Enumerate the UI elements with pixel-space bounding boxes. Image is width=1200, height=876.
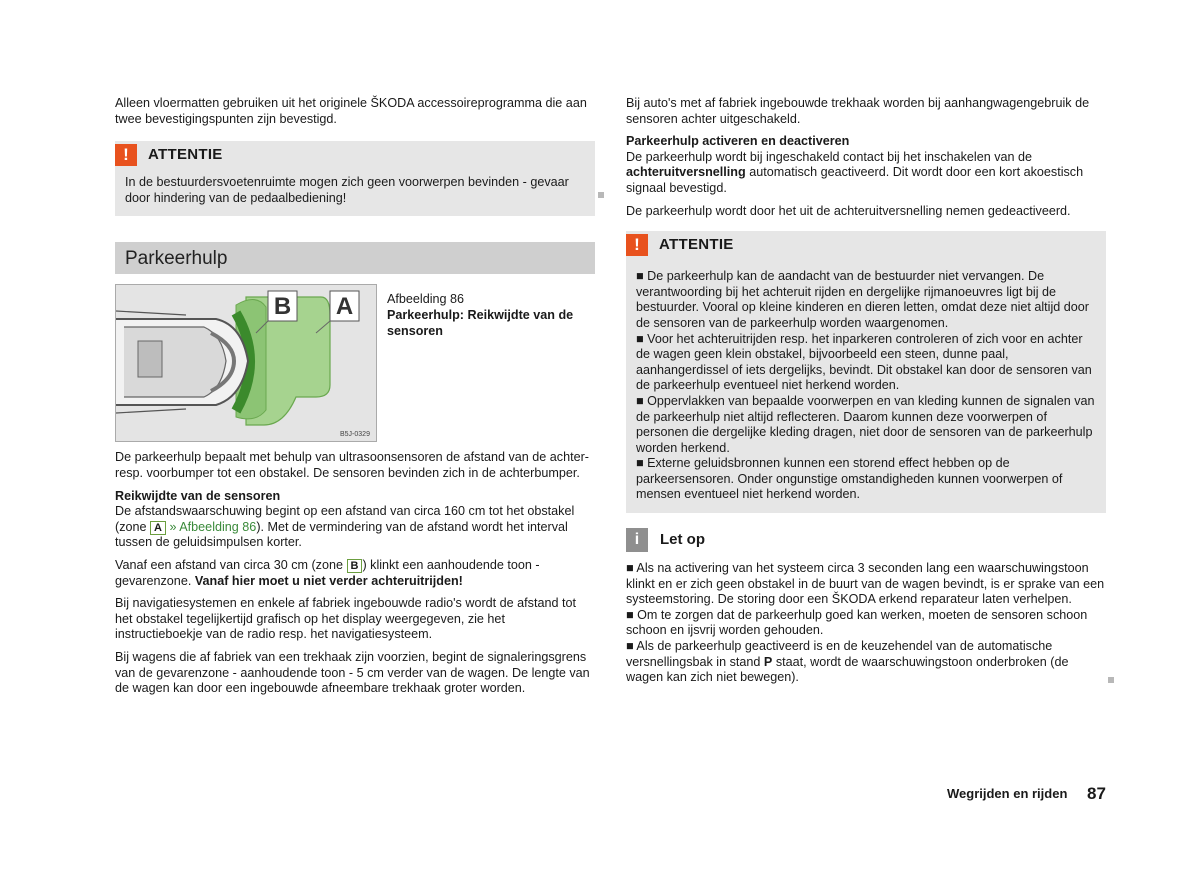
navigation-paragraph: Bij navigatiesystemen en enkele af fabriek ingebouwde radio's wordt de afstand tot het obstakel tegelijkertijd grafisch op het display weergegeven, zie het instructieboekje van de radio resp. het navigatiesysteem.	[115, 596, 576, 642]
attention-item: ■ De parkeerhulp kan de aandacht van de bestuurder niet vervangen. De verantwoording bij het achteruit rijden en dergelijke rijmanoeuvres ligt bij de bestuurder. Vooral op kleine kinderen en dieren letten, omdat deze niet altijd door de sensoren van de parkeerhulp worden waargenomen.	[636, 269, 1089, 330]
zone-a-badge: A	[150, 521, 166, 535]
page-number: 87	[1087, 784, 1106, 803]
note-item: ■ Als de parkeerhulp geactiveerd is en de keuzehendel van de automatische versnellingsbak in stand P staat, wordt de waarschuwingstoon onderbroken (de wagen kan zich niet bewegen).	[626, 639, 1069, 685]
zone-a-label: A	[335, 293, 354, 321]
note-item: ■ Om te zorgen dat de parkeerhulp goed kan werken, moeten de sensoren schoon schoon en ijsvrij worden gehouden.	[626, 607, 1088, 638]
activation-heading: Parkeerhulp activeren en deactiveren	[626, 134, 850, 149]
act-bold: achteruitversnelling	[626, 165, 746, 180]
attention-title: ATTENTIE	[659, 236, 734, 254]
activation-paragraph	[626, 134, 1106, 196]
attention-title: ATTENTIE	[148, 146, 223, 164]
parking-sensor-diagram	[116, 285, 376, 441]
section-title: Parkeerhulp	[115, 242, 595, 274]
intro-paragraph: Alleen vloermatten gebruiken uit het originele ŠKODA accessoireprogramma die aan twee bevestigingspunten zijn bevestigd.	[115, 96, 587, 126]
note-title: Let op	[660, 531, 705, 549]
attention-box-1	[115, 141, 595, 216]
info-icon: i	[626, 528, 648, 552]
p3-text-2: ) klinkt een aanhoudende toon - gevarenzone.	[115, 557, 540, 588]
towbar-paragraph: Bij wagens die af fabriek van een trekhaak zijn voorzien, begint de signaleringsgrens van de gevarenzone - aanhoudende toon - 5 cm verder van de wagen. De lengte van de wagen kan door een ingebouwde afneembare trekhaak groter worden.	[115, 649, 590, 696]
left-column	[115, 96, 595, 704]
danger-zone-paragraph	[115, 558, 595, 589]
figure-image	[115, 284, 377, 442]
attention-text: In de bestuurdersvoetenruimte mogen zich geen voorwerpen bevinden - gevaar door hindering van de pedaalbediening!	[125, 175, 569, 205]
note-box	[626, 527, 1106, 686]
note-item: ■ Als na activering van het systeem circa 3 seconden lang een waarschuwingstoon klinkt en er zich geen obstakel in de buurt van de wagen bevindt, is er sprake van een systeemstoring. De storing door een ŠKODA erkend reparateur laten verhelpen.	[626, 561, 1105, 607]
figure-caption: Parkeerhulp: Reikwijdte van de sensoren	[387, 307, 574, 338]
attention-item: ■ Oppervlakken van bepaalde voorwerpen en van kleding kunnen de signalen van de parkeerhulp niet altijd reflecteren. Daarom kunnen deze voorwerpen of personen die dergelijke kleding dragen, niet door de sensoren van de parkeerhulp worden herkend.	[636, 393, 1095, 455]
warning-icon: !	[115, 144, 137, 166]
figure-86	[115, 284, 595, 442]
towbar-sensors-paragraph: Bij auto's met af fabriek ingebouwde trekhaak worden bij aanhangwagengebruik de sensoren achter uitgeschakeld.	[626, 96, 1090, 126]
range-paragraph	[115, 489, 595, 551]
attention-item: ■ Externe geluidsbronnen kunnen een storend effect hebben op de parkeersensoren. Onder ongunstige omstandigheden kunnen voorwerpen of mensen eventueel niet herkend worden.	[636, 456, 1063, 502]
figure-link[interactable]: » Afbeelding 86	[169, 519, 257, 534]
section-end-marker	[598, 192, 604, 198]
attention-item: ■ Voor het achteruitrijden resp. het inparkeren controleren of zich voor en achter de wagen geen klein obstakel, bijvoorbeeld een steen, dunne paal, aanhangerdissel of iets dergelijks, bevindt. Dit obstakel kan door de sensoren van de parkeerhulp eventueel niet herkend worden.	[636, 331, 1092, 393]
footer-section: Wegrijden en rijden	[947, 786, 1068, 801]
figure-code: B5J-0329	[340, 431, 370, 439]
range-heading: Reikwijdte van de sensoren	[115, 488, 281, 503]
zone-b-label: B	[273, 293, 292, 321]
p3-bold: Vanaf hier moet u niet verder achteruitrijden!	[194, 573, 463, 588]
figure-label: Afbeelding 86	[387, 292, 465, 307]
right-column	[626, 96, 1106, 694]
act-text-2: automatisch geactiveerd. Dit wordt door een kort akoestisch signaal bevestigd.	[626, 165, 1084, 195]
attention-list	[626, 259, 1106, 503]
range-text-1: De afstandswaarschuwing begint op een afstand van circa 160 cm tot het obstakel (zone	[115, 504, 575, 534]
deactivation-paragraph: De parkeerhulp wordt door het uit de achteruitversnelling nemen gedeactiveerd.	[626, 203, 1071, 218]
warning-icon: !	[626, 234, 648, 256]
attention-box-2	[626, 231, 1106, 513]
figure-caption-block	[377, 284, 595, 442]
act-text-1: De parkeerhulp wordt bij ingeschakeld contact bij het inschakelen van de	[626, 149, 1033, 164]
range-text-2: ). Met de vermindering van de afstand wordt het interval tussen de geluidsimpulsen korter.	[115, 519, 568, 550]
zone-b-badge: B	[347, 559, 363, 573]
section-end-marker	[1108, 677, 1114, 683]
p3-text-1: Vanaf een afstand van circa 30 cm (zone	[115, 557, 343, 572]
paragraph-intro-sensors: De parkeerhulp bepaalt met behulp van ultrasoonsensoren de afstand van de achter- resp. voorbumper tot een obstakel. De sensoren bevinden zich in de achterbumper.	[115, 450, 589, 480]
